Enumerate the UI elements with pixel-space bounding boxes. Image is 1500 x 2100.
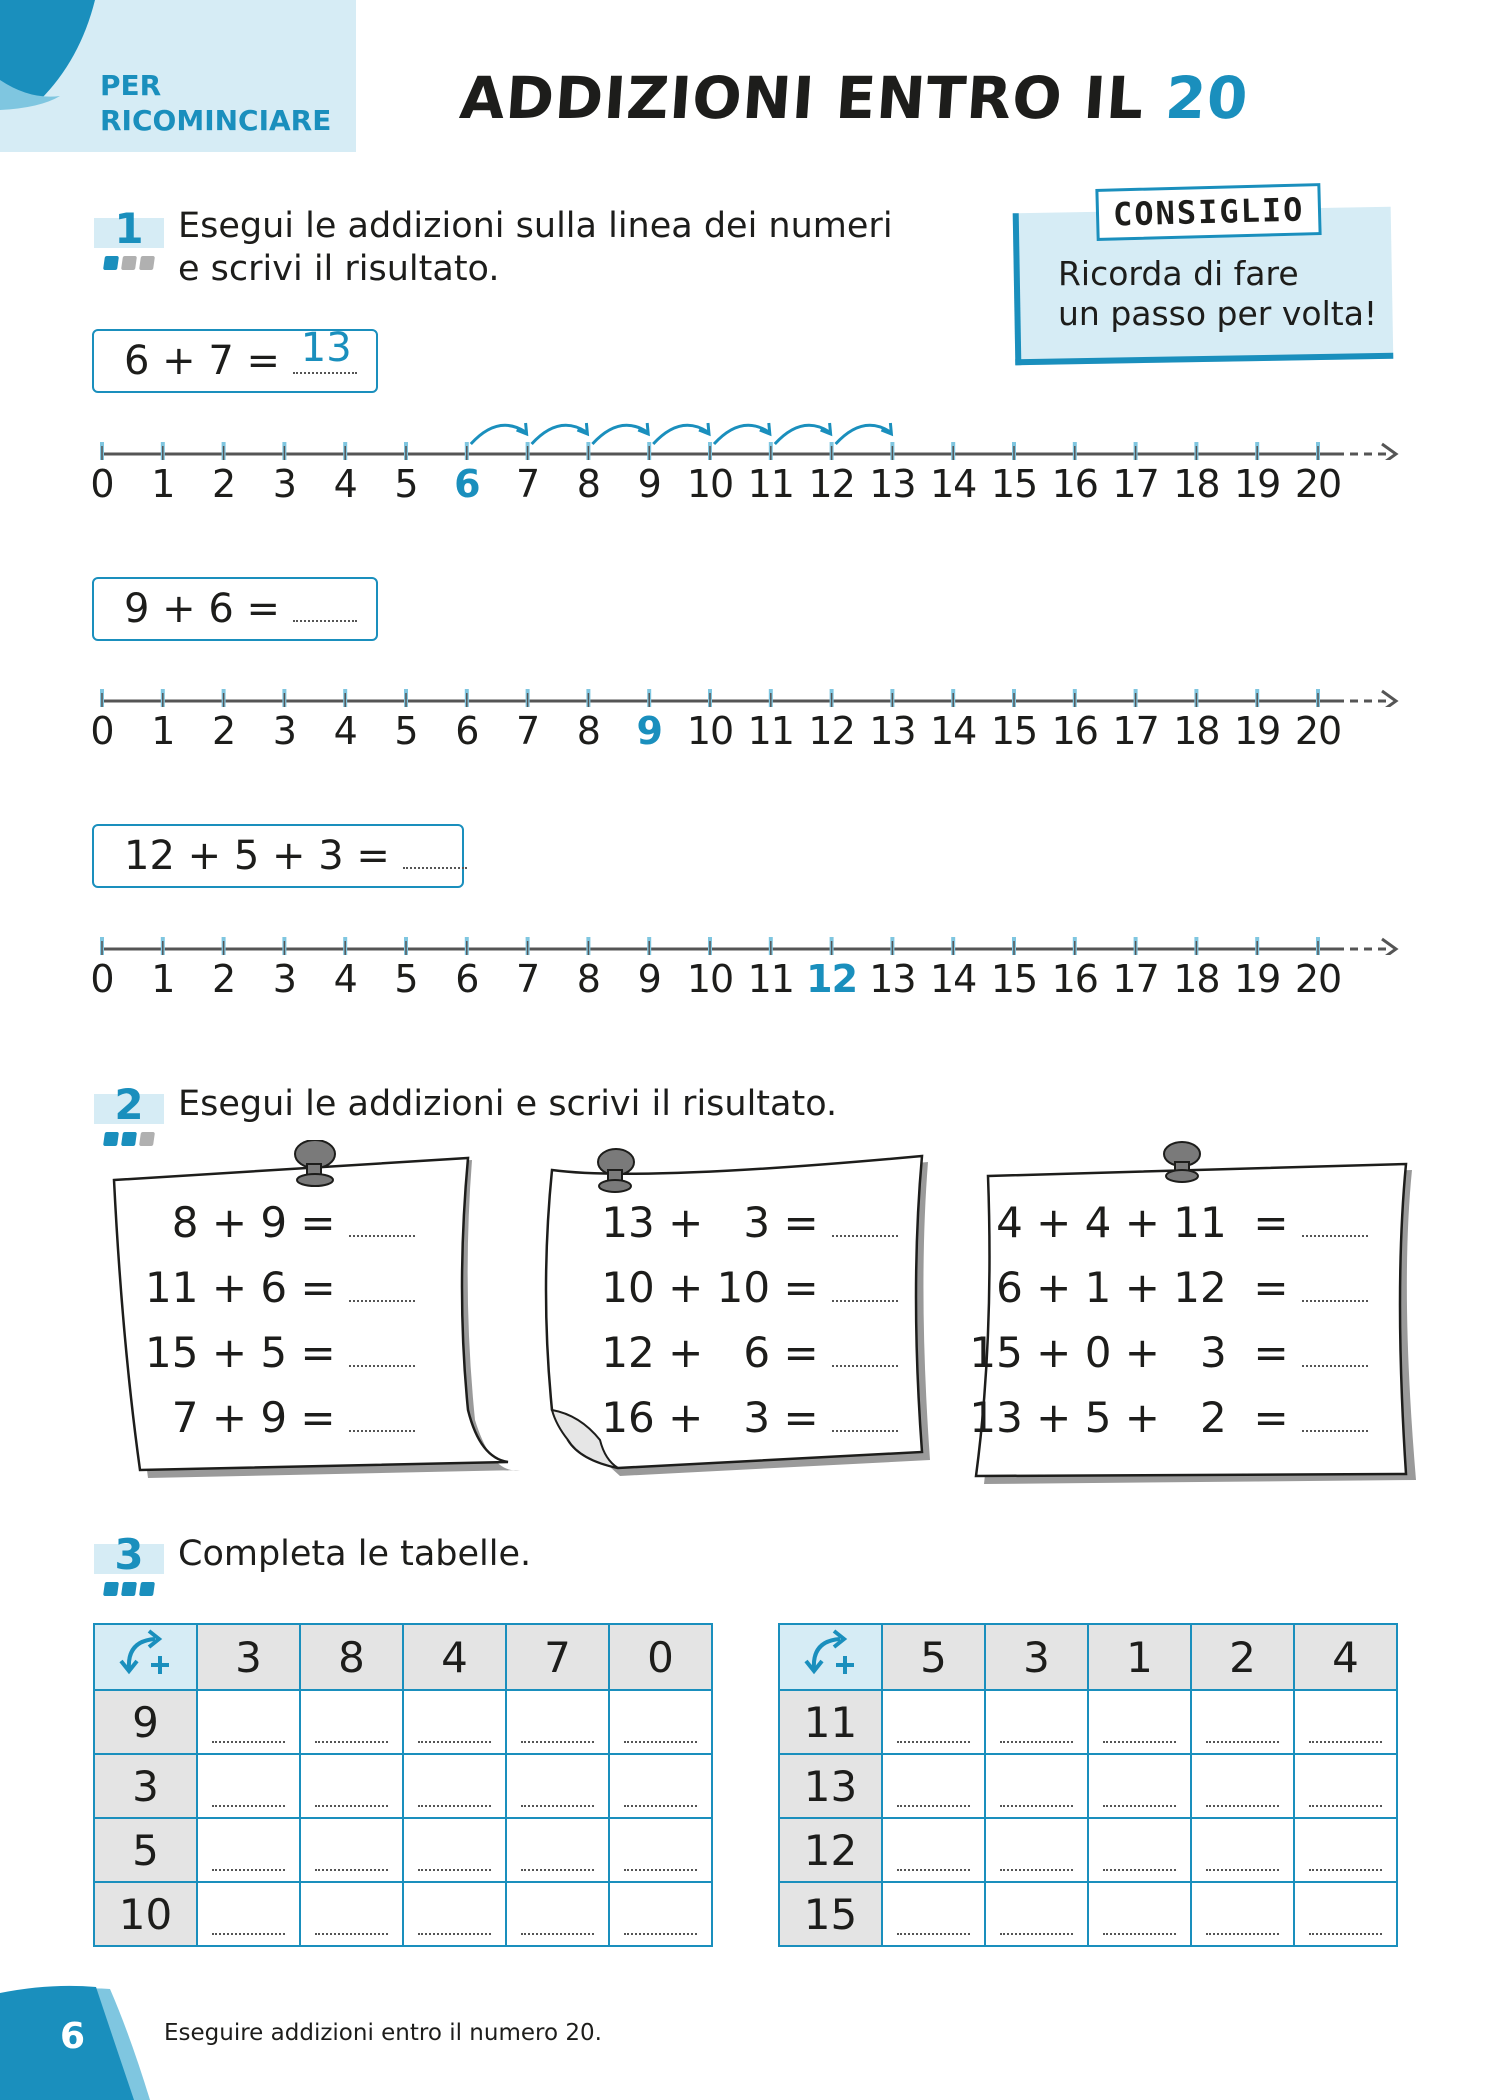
table-cell-answer[interactable] — [1191, 1754, 1294, 1818]
table-cell-answer[interactable] — [609, 1882, 712, 1946]
number-line-label: 6 — [455, 709, 479, 753]
answer-blank — [418, 1805, 491, 1807]
answer-blank — [1206, 1869, 1279, 1871]
number-line-label: 12 — [808, 462, 855, 506]
section-tag-line1: PER — [100, 69, 162, 102]
answer-blank[interactable] — [832, 1398, 898, 1432]
equation-expression: 6 + 7 = — [124, 338, 293, 384]
page-title-number: 20 — [1163, 64, 1251, 132]
number-line-label: 17 — [1112, 462, 1159, 506]
table-cell-answer[interactable] — [300, 1690, 403, 1754]
table-cell-answer[interactable] — [403, 1754, 506, 1818]
table-cell-answer[interactable] — [1294, 1882, 1397, 1946]
answer-blank — [1309, 1741, 1382, 1743]
note-2-row — [601, 1393, 898, 1442]
exercise-3-instruction: Completa le tabelle. — [178, 1534, 532, 1574]
note-3-row — [969, 1328, 1368, 1377]
number-line-label: 13 — [869, 957, 916, 1001]
number-line-label: 1 — [151, 709, 175, 753]
answer-blank — [315, 1869, 388, 1871]
number-line-label: 4 — [333, 709, 357, 753]
note-1-row — [145, 1328, 415, 1377]
table-cell-answer[interactable] — [506, 1754, 609, 1818]
number-line-label: 13 — [869, 709, 916, 753]
note-2-row — [601, 1198, 898, 1247]
table-cell-answer[interactable] — [506, 1690, 609, 1754]
number-line-label: 14 — [930, 709, 977, 753]
table-row-header: 5 — [94, 1818, 197, 1882]
answer-blank — [1000, 1741, 1073, 1743]
tip-text — [1058, 254, 1388, 334]
equation-expression: 9 + 6 = — [124, 586, 293, 632]
answer-blank — [1206, 1933, 1279, 1935]
answer-blank — [1103, 1741, 1176, 1743]
answer-blank[interactable] — [349, 1398, 415, 1432]
table-cell-answer[interactable] — [882, 1818, 985, 1882]
table-cell-answer[interactable] — [985, 1690, 1088, 1754]
number-line-label: 17 — [1112, 709, 1159, 753]
table-row — [94, 1882, 712, 1946]
table-row-header: 11 — [779, 1690, 882, 1754]
table-column-header: 8 — [300, 1624, 403, 1690]
number-line-label: 9 — [636, 709, 662, 753]
table-column-header: 3 — [197, 1624, 300, 1690]
number-line-label: 13 — [869, 462, 916, 506]
table-column-header: 7 — [506, 1624, 609, 1690]
addition-table — [93, 1623, 713, 1947]
exercise-1-instruction-line2: e scrivi il risultato. — [178, 249, 500, 289]
table-row — [779, 1882, 1397, 1946]
number-line-label: 10 — [686, 462, 734, 506]
tip-text-line1: Ricorda di fare — [1058, 254, 1299, 293]
table-cell-answer[interactable] — [300, 1754, 403, 1818]
exercise-1-instruction — [178, 205, 893, 291]
number-line — [90, 905, 1406, 1015]
table-cell-answer[interactable] — [300, 1818, 403, 1882]
number-line-graphic — [96, 410, 1406, 460]
answer-blank — [418, 1933, 491, 1935]
number-line-label: 7 — [516, 957, 540, 1001]
table-cell-answer[interactable] — [300, 1882, 403, 1946]
answer-blank — [897, 1805, 970, 1807]
answer-blank — [315, 1805, 388, 1807]
table-row — [779, 1818, 1397, 1882]
answer-blank — [1309, 1933, 1382, 1935]
number-line-label: 18 — [1173, 709, 1220, 753]
number-line-label: 9 — [637, 462, 661, 506]
table-column-header: 3 — [985, 1624, 1088, 1690]
exercise-1-number: 1 — [114, 204, 144, 253]
table-header-row — [779, 1624, 1397, 1690]
table-cell-answer[interactable] — [985, 1754, 1088, 1818]
number-line-label: 10 — [686, 957, 734, 1001]
table-cell-answer[interactable] — [197, 1818, 300, 1882]
equation-box — [92, 325, 378, 393]
section-tag — [100, 68, 331, 138]
answer-blank — [1000, 1805, 1073, 1807]
number-line-label: 15 — [990, 709, 1038, 753]
table-column-header: 1 — [1088, 1624, 1191, 1690]
answer-blank[interactable] — [349, 1268, 415, 1302]
table-column-header: 0 — [609, 1624, 712, 1690]
answer-blank — [624, 1933, 697, 1935]
number-line-label: 11 — [747, 957, 794, 1001]
answer-blank — [418, 1741, 491, 1743]
number-line-graphic — [96, 657, 1406, 707]
arrow-right-icon — [1382, 444, 1396, 460]
answer-blank — [1309, 1805, 1382, 1807]
note-expression: 16 + 3 = — [601, 1393, 819, 1442]
number-line-label: 2 — [212, 957, 236, 1001]
number-line-label: 8 — [576, 462, 600, 506]
table-row-header: 12 — [779, 1818, 882, 1882]
note-1-row — [172, 1393, 415, 1442]
equation-box — [92, 577, 378, 641]
table-row — [94, 1818, 712, 1882]
answer-blank — [1103, 1933, 1176, 1935]
section-tag-line2: RICOMINCIARE — [100, 104, 332, 137]
number-line-label: 9 — [637, 957, 661, 1001]
note-expression: 4 + 4 + 11 = — [996, 1198, 1289, 1247]
table-cell-answer[interactable] — [1088, 1818, 1191, 1882]
table-cell-answer[interactable] — [1191, 1882, 1294, 1946]
table-cell-answer[interactable] — [1191, 1690, 1294, 1754]
answer-blank — [897, 1933, 970, 1935]
jump-arrow — [775, 425, 830, 444]
table-cell-answer[interactable] — [882, 1882, 985, 1946]
table-cell-answer[interactable] — [882, 1754, 985, 1818]
answer-blank[interactable] — [403, 829, 467, 869]
tip-label: CONSIGLIO — [1095, 183, 1322, 241]
number-line — [90, 657, 1406, 767]
table-row — [779, 1754, 1397, 1818]
note-1-row — [172, 1198, 415, 1247]
page-number: 6 — [60, 2016, 86, 2057]
exercise-3-number: 3 — [114, 1530, 144, 1579]
table-column-header: 4 — [1294, 1624, 1397, 1690]
answer-blank — [1206, 1805, 1279, 1807]
plus-operator-icon — [94, 1624, 197, 1690]
answer-blank — [1103, 1805, 1176, 1807]
table-cell-answer[interactable] — [506, 1818, 609, 1882]
answer-blank[interactable] — [349, 1203, 415, 1237]
note-expression: 8 + 9 = — [171, 1198, 336, 1247]
answer-blank — [315, 1933, 388, 1935]
answer-blank — [521, 1741, 594, 1743]
addition-table — [778, 1623, 1398, 1947]
number-line-label: 2 — [212, 462, 236, 506]
answer-value: 13 — [300, 325, 352, 371]
number-line-label: 0 — [90, 957, 114, 1001]
table-column-header: 4 — [403, 1624, 506, 1690]
number-line-label: 2 — [212, 709, 236, 753]
note-3-row — [969, 1393, 1368, 1442]
table-cell-answer[interactable] — [1088, 1754, 1191, 1818]
number-line-label: 11 — [747, 462, 794, 506]
number-line-label: 11 — [747, 709, 794, 753]
note-expression: 11 + 6 = — [145, 1263, 336, 1312]
equation-expression: 12 + 5 + 3 = — [124, 833, 403, 879]
table-cell-answer[interactable] — [1294, 1690, 1397, 1754]
arrow-right-icon — [1382, 691, 1396, 707]
note-expression: 6 + 1 + 12 = — [996, 1263, 1289, 1312]
jump-arrow — [592, 425, 647, 444]
answer-blank — [1000, 1933, 1073, 1935]
number-line-label: 18 — [1173, 957, 1220, 1001]
table-row — [94, 1754, 712, 1818]
number-line-label: 1 — [151, 462, 175, 506]
number-line-label: 4 — [333, 462, 357, 506]
answer-blank[interactable] — [1302, 1333, 1368, 1367]
answer-blank — [418, 1869, 491, 1871]
notes-area — [100, 1140, 1420, 1490]
number-line-label: 15 — [990, 462, 1038, 506]
table-cell-answer[interactable] — [403, 1882, 506, 1946]
note-1-row — [145, 1263, 415, 1312]
table-cell-answer[interactable] — [985, 1818, 1088, 1882]
answer-blank[interactable] — [293, 325, 357, 374]
number-line-label: 5 — [394, 462, 418, 506]
number-line — [90, 410, 1406, 520]
table-cell-answer[interactable] — [1088, 1690, 1191, 1754]
answer-blank[interactable] — [293, 582, 357, 622]
answer-blank[interactable] — [832, 1333, 898, 1367]
table-row-header: 3 — [94, 1754, 197, 1818]
answer-blank — [212, 1869, 285, 1871]
jump-arrow — [836, 425, 891, 444]
table-column-header: 2 — [1191, 1624, 1294, 1690]
answer-blank — [521, 1933, 594, 1935]
table-column-header: 5 — [882, 1624, 985, 1690]
number-line-label: 16 — [1051, 462, 1098, 506]
note-3-row — [996, 1263, 1368, 1312]
answer-blank[interactable] — [1302, 1203, 1368, 1237]
exercise-3-badge — [94, 1530, 166, 1608]
number-line-label: 3 — [272, 462, 296, 506]
table-cell-answer[interactable] — [403, 1690, 506, 1754]
number-line-label: 15 — [990, 957, 1038, 1001]
arrow-right-icon — [1382, 939, 1396, 955]
table-row-header: 9 — [94, 1690, 197, 1754]
answer-blank[interactable] — [1302, 1398, 1368, 1432]
jump-arrow — [471, 425, 526, 444]
answer-blank — [624, 1741, 697, 1743]
number-line-label: 0 — [90, 709, 114, 753]
note-expression: 13 + 5 + 2 = — [969, 1393, 1289, 1442]
table-cell-answer[interactable] — [609, 1754, 712, 1818]
number-line-label: 19 — [1234, 957, 1281, 1001]
number-line-label: 20 — [1294, 957, 1342, 1001]
table-row — [94, 1690, 712, 1754]
note-3-row — [996, 1198, 1368, 1247]
answer-blank — [897, 1869, 970, 1871]
answer-blank — [897, 1741, 970, 1743]
note-expression: 7 + 9 = — [171, 1393, 336, 1442]
answer-blank — [1206, 1741, 1279, 1743]
page-title-text: ADDIZIONI ENTRO IL — [457, 64, 1169, 132]
table-header-row — [94, 1624, 712, 1690]
jump-arrow — [714, 425, 769, 444]
exercise-2-instruction: Esegui le addizioni e scrivi il risultato. — [178, 1084, 838, 1124]
note-expression: 13 + 3 = — [601, 1198, 819, 1247]
note-2-row — [601, 1328, 898, 1377]
answer-blank — [1103, 1869, 1176, 1871]
jump-arrow — [653, 425, 708, 444]
page-title — [458, 64, 1251, 132]
number-line-label: 7 — [516, 462, 540, 506]
answer-blank — [212, 1805, 285, 1807]
table-cell-answer[interactable] — [1191, 1818, 1294, 1882]
table-row-header: 10 — [94, 1882, 197, 1946]
table-cell-answer[interactable] — [1294, 1754, 1397, 1818]
answer-blank — [212, 1741, 285, 1743]
answer-blank — [521, 1805, 594, 1807]
number-line-label: 14 — [930, 957, 977, 1001]
table-cell-answer[interactable] — [197, 1690, 300, 1754]
equation-box — [92, 824, 464, 888]
number-line-label: 3 — [272, 957, 296, 1001]
note-2-row — [601, 1263, 898, 1312]
note-expression: 15 + 0 + 3 = — [969, 1328, 1289, 1377]
number-line-label: 12 — [808, 709, 855, 753]
number-line-label: 20 — [1294, 709, 1342, 753]
answer-blank[interactable] — [832, 1203, 898, 1237]
table-cell-answer[interactable] — [1294, 1818, 1397, 1882]
table-cell-answer[interactable] — [1088, 1882, 1191, 1946]
footer-text: Eseguire addizioni entro il numero 20. — [164, 2020, 602, 2046]
table-row — [779, 1690, 1397, 1754]
number-line-label: 18 — [1173, 462, 1220, 506]
number-line-label: 19 — [1234, 709, 1281, 753]
number-line-graphic — [96, 905, 1406, 955]
number-line-label: 16 — [1051, 957, 1098, 1001]
answer-blank[interactable] — [832, 1268, 898, 1302]
number-line-label: 14 — [930, 462, 977, 506]
tip-text-line2: un passo per volta! — [1058, 294, 1378, 333]
answer-blank — [1000, 1869, 1073, 1871]
number-line-label: 10 — [686, 709, 734, 753]
exercise-1-badge — [94, 204, 166, 282]
answer-blank[interactable] — [1302, 1268, 1368, 1302]
number-line-label: 3 — [272, 709, 296, 753]
answer-blank — [624, 1805, 697, 1807]
number-line-label: 16 — [1051, 709, 1098, 753]
table-cell-answer[interactable] — [985, 1882, 1088, 1946]
number-line-label: 0 — [90, 462, 114, 506]
number-line-label: 5 — [394, 957, 418, 1001]
table-cell-answer[interactable] — [609, 1690, 712, 1754]
table-row-header: 13 — [779, 1754, 882, 1818]
table-row-header: 15 — [779, 1882, 882, 1946]
number-line-label: 8 — [576, 957, 600, 1001]
number-line-label: 6 — [454, 462, 480, 506]
answer-blank — [624, 1869, 697, 1871]
answer-blank — [1309, 1869, 1382, 1871]
number-line-label: 5 — [394, 709, 418, 753]
number-line-label: 12 — [806, 957, 858, 1001]
answer-blank — [212, 1933, 285, 1935]
number-line-label: 17 — [1112, 957, 1159, 1001]
note-expression: 12 + 6 = — [601, 1328, 819, 1377]
table-cell-answer[interactable] — [403, 1818, 506, 1882]
number-line-label: 8 — [576, 709, 600, 753]
number-line-label: 19 — [1234, 462, 1281, 506]
number-line-label: 6 — [455, 957, 479, 1001]
table-cell-answer[interactable] — [609, 1818, 712, 1882]
number-line-label: 1 — [151, 957, 175, 1001]
exercise-1-instruction-line1: Esegui le addizioni sulla linea dei numeri — [178, 206, 893, 246]
jump-arrow — [532, 425, 587, 444]
answer-blank[interactable] — [349, 1333, 415, 1367]
number-line-label: 20 — [1294, 462, 1342, 506]
table-cell-answer[interactable] — [882, 1690, 985, 1754]
table-cell-answer[interactable] — [506, 1882, 609, 1946]
note-expression: 15 + 5 = — [145, 1328, 336, 1377]
number-line-label: 4 — [333, 957, 357, 1001]
number-line-label: 7 — [516, 709, 540, 753]
note-expression: 10 + 10 = — [601, 1263, 819, 1312]
plus-operator-icon — [779, 1624, 882, 1690]
table-cell-answer[interactable] — [197, 1754, 300, 1818]
table-cell-answer[interactable] — [197, 1882, 300, 1946]
exercise-2-number: 2 — [114, 1080, 144, 1129]
answer-blank — [315, 1741, 388, 1743]
answer-blank — [521, 1869, 594, 1871]
